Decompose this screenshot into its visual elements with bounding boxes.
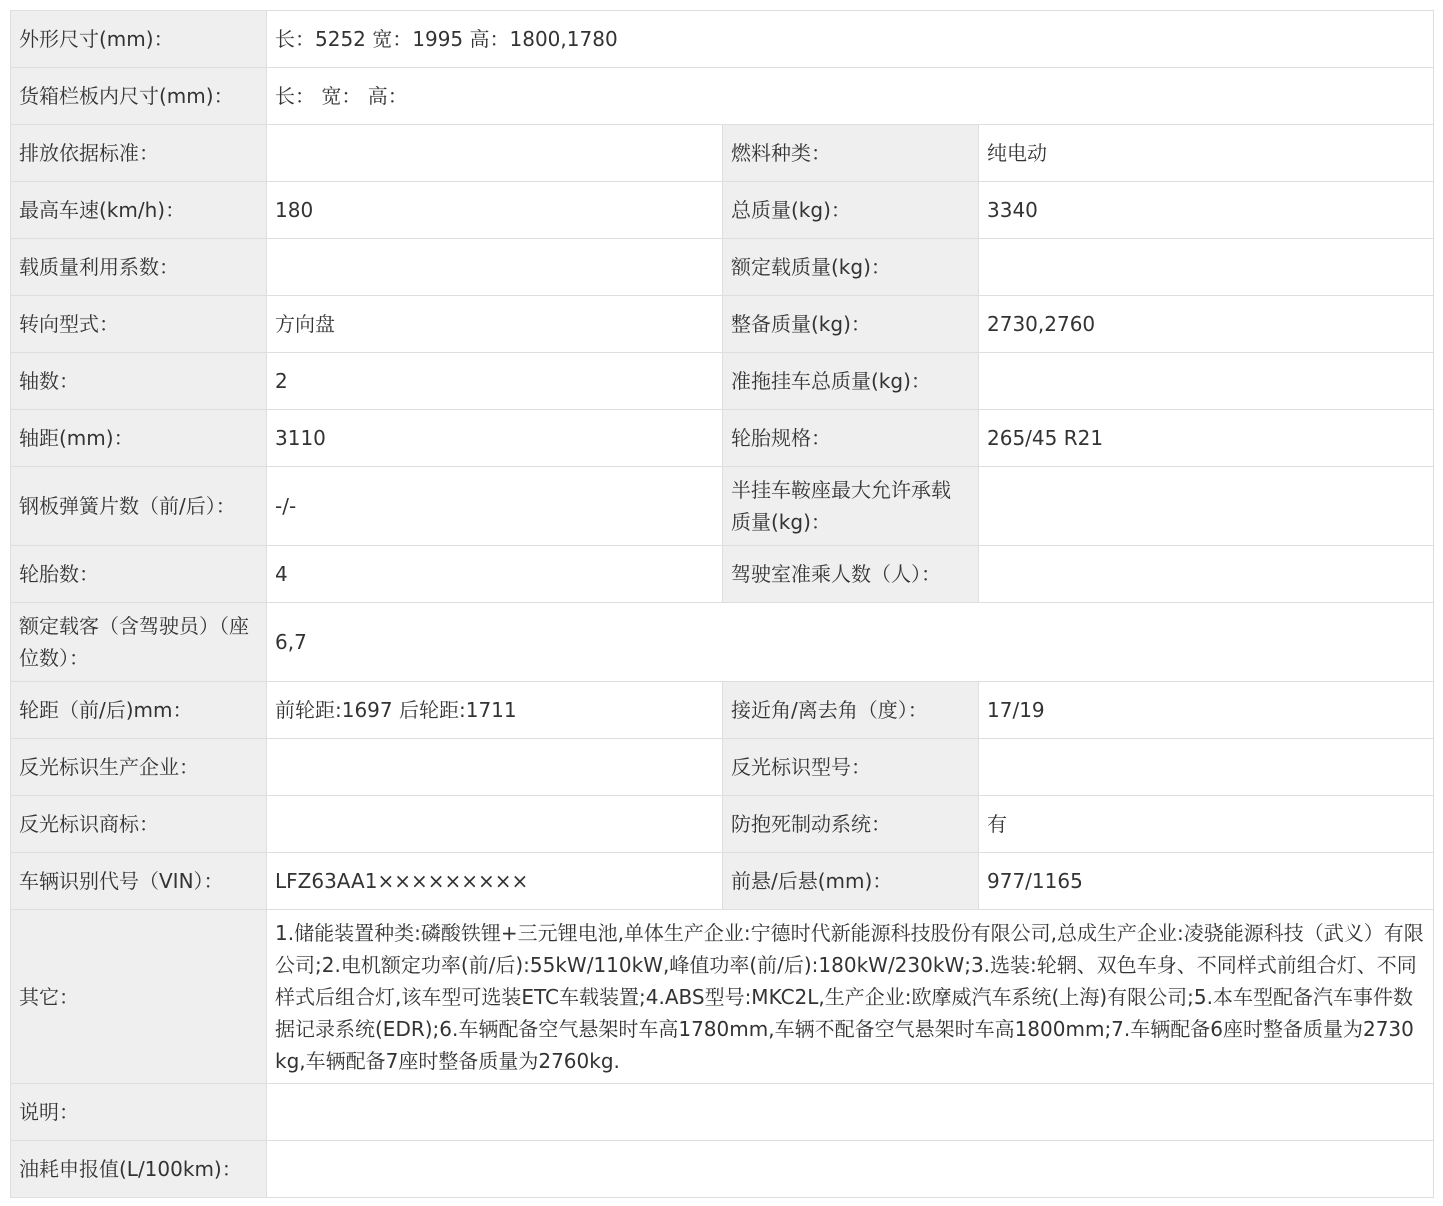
- field-label: 转向型式：: [11, 296, 267, 353]
- table-row: [11, 546, 1434, 603]
- field-label: 额定载质量(kg)：: [723, 239, 979, 296]
- field-value: [267, 125, 723, 182]
- table-row: [11, 682, 1434, 739]
- field-value: 180: [267, 182, 723, 239]
- field-label: 排放依据标准：: [11, 125, 267, 182]
- field-value: [267, 796, 723, 853]
- field-value: LFZ63AA1×××××××××: [267, 853, 723, 910]
- field-label: 轮胎规格：: [723, 410, 979, 467]
- field-label: 燃料种类：: [723, 125, 979, 182]
- table-row: [11, 796, 1434, 853]
- field-label: 说明：: [11, 1084, 267, 1141]
- field-value: 长：5252 宽：1995 高：1800,1780: [267, 11, 1434, 68]
- field-label: 轮胎数：: [11, 546, 267, 603]
- table-row: [11, 603, 1434, 682]
- field-value: 方向盘: [267, 296, 723, 353]
- table-row: [11, 11, 1434, 68]
- table-row: [11, 739, 1434, 796]
- field-value: 有: [979, 796, 1434, 853]
- field-label: 货箱栏板内尺寸(mm)：: [11, 68, 267, 125]
- field-label: 防抱死制动系统：: [723, 796, 979, 853]
- field-label: 反光标识生产企业：: [11, 739, 267, 796]
- field-label: 反光标识商标：: [11, 796, 267, 853]
- table-row: [11, 410, 1434, 467]
- field-label: 外形尺寸(mm)：: [11, 11, 267, 68]
- field-value: 3110: [267, 410, 723, 467]
- table-row: [11, 1084, 1434, 1141]
- field-value: [267, 1084, 1434, 1141]
- field-label: 轴距(mm)：: [11, 410, 267, 467]
- field-label: 整备质量(kg)：: [723, 296, 979, 353]
- field-label: 油耗申报值(L/100km)：: [11, 1141, 267, 1198]
- table-row: [11, 239, 1434, 296]
- field-value: 2730,2760: [979, 296, 1434, 353]
- field-label: 反光标识型号：: [723, 739, 979, 796]
- field-label: 接近角/离去角（度）：: [723, 682, 979, 739]
- field-label: 前悬/后悬(mm)：: [723, 853, 979, 910]
- table-row: [11, 182, 1434, 239]
- field-value: [267, 739, 723, 796]
- field-label: 驾驶室准乘人数（人）：: [723, 546, 979, 603]
- field-value: [979, 353, 1434, 410]
- field-value: 977/1165: [979, 853, 1434, 910]
- field-value: 265/45 R21: [979, 410, 1434, 467]
- table-row: [11, 1141, 1434, 1198]
- field-label: 最高车速(km/h)：: [11, 182, 267, 239]
- table-row: [11, 353, 1434, 410]
- field-label: 其它：: [11, 910, 267, 1084]
- table-row: [11, 296, 1434, 353]
- field-value: [979, 739, 1434, 796]
- field-value: 6,7: [267, 603, 1434, 682]
- field-value: -/-: [267, 467, 723, 546]
- field-value: 长： 宽： 高：: [267, 68, 1434, 125]
- field-label: 轮距（前/后)mm：: [11, 682, 267, 739]
- table-row: [11, 68, 1434, 125]
- field-label: 额定载客（含驾驶员）（座位数）：: [11, 603, 267, 682]
- field-value: 17/19: [979, 682, 1434, 739]
- table-row: [11, 910, 1434, 1084]
- field-value: 1.储能装置种类:磷酸铁锂+三元锂电池,单体生产企业:宁德时代新能源科技股份有限公司,总成生产企业:凌骁能源科技（武义）有限公司;2.电机额定功率(前/后):55kW/110kW,峰值功率(前/后):180kW/230kW;3.选装:轮辋、双色车身、不同样式前组合灯、不同样式后组合灯,该车型可选装ETC车载装置;4.ABS型号:MKC2L,生产企业:欧摩威汽车系统(上海)有限公司;5.本车型配备汽车事件数据记录系统(EDR);6.车辆配备空气悬架时车高1780mm,车辆不配备空气悬架时车高1800mm;7.车辆配备6座时整备质量为2730kg,车辆配备7座时整备质量为2760kg.: [267, 910, 1434, 1084]
- field-value: 前轮距:1697 后轮距:1711: [267, 682, 723, 739]
- field-label: 载质量利用系数：: [11, 239, 267, 296]
- field-label: 钢板弹簧片数（前/后）：: [11, 467, 267, 546]
- field-label: 半挂车鞍座最大允许承载质量(kg)：: [723, 467, 979, 546]
- field-label: 准拖挂车总质量(kg)：: [723, 353, 979, 410]
- field-value: 4: [267, 546, 723, 603]
- field-value: [979, 467, 1434, 546]
- field-value: [267, 1141, 1434, 1198]
- field-label: 车辆识别代号（VIN）：: [11, 853, 267, 910]
- vehicle-spec-table: [10, 10, 1434, 1198]
- field-label: 轴数：: [11, 353, 267, 410]
- field-label: 总质量(kg)：: [723, 182, 979, 239]
- field-value: [979, 239, 1434, 296]
- table-row: [11, 467, 1434, 546]
- field-value: 纯电动: [979, 125, 1434, 182]
- field-value: 3340: [979, 182, 1434, 239]
- table-row: [11, 853, 1434, 910]
- field-value: 2: [267, 353, 723, 410]
- field-value: [979, 546, 1434, 603]
- spec-table-container: [10, 10, 1433, 1198]
- table-row: [11, 125, 1434, 182]
- field-value: [267, 239, 723, 296]
